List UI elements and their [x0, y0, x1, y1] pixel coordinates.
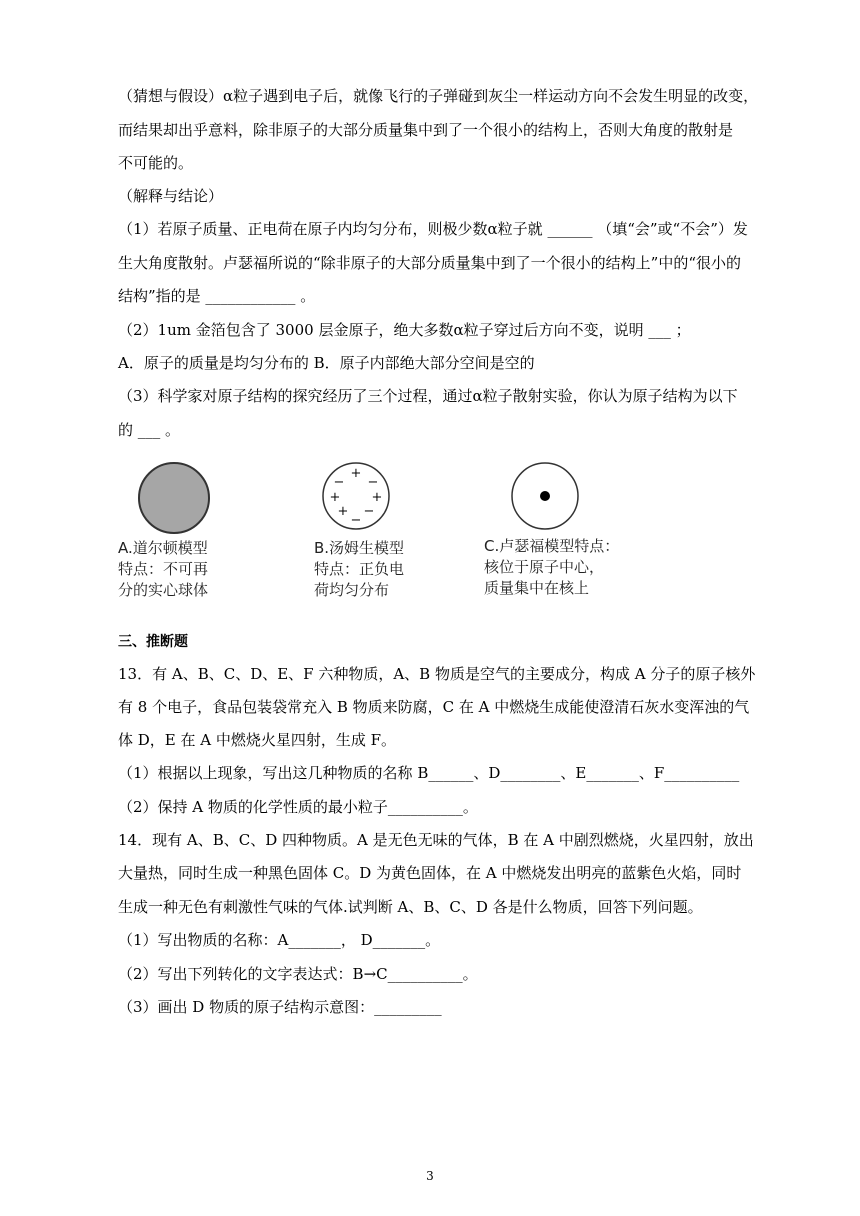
- plus-sign: +: [350, 466, 362, 481]
- plus-sign: +: [337, 504, 349, 519]
- text-line: （2）写出下列转化的文字表达式：B→C__________。: [118, 965, 478, 983]
- text-line: 13．有 A、B、C、D、E、F 六种物质，A、B 物质是空气的主要成分，构成 A 分子的原子核外: [118, 665, 756, 683]
- thomson-model-caption: B.汤姆生模型 特点：正负电 荷均匀分布: [314, 539, 405, 599]
- thomson-model-diagram: [318, 458, 394, 534]
- text-line: 不可能的。: [118, 154, 194, 172]
- text-line: 大量热，同时生成一种黑色固体 C。D 为黄色固体，在 A 中燃烧发出明亮的蓝紫色火焰，同时: [118, 864, 742, 882]
- text-line: 14．现有 A、B、C、D 四种物质。A 是无色无味的气体，B 在 A 中剧烈燃烧，火星四射，放出: [118, 831, 754, 849]
- plus-sign: +: [371, 490, 383, 505]
- minus-sign: −: [333, 475, 345, 490]
- text-line: 生成一种无色有刺激性气味的气体.试判断 A、B、C、D 各是什么物质，回答下列问题。: [118, 898, 703, 916]
- text-line: （1）写出物质的名称：A_______， D_______。: [118, 931, 441, 949]
- rutherford-model-diagram: [510, 458, 582, 534]
- text-line: 结构”指的是 ____________ 。: [118, 287, 316, 305]
- text-line: （3）画出 D 物质的原子结构示意图：_________: [118, 998, 442, 1016]
- rutherford-model-caption: C.卢瑟福模型特点： 核位于原子中心， 质量集中在核上: [484, 537, 620, 597]
- text-line: （1）根据以上现象，写出这几种物质的名称 B______、D________、E_______、F__________: [118, 764, 740, 782]
- text-line: 体 D，E 在 A 中燃烧火星四射，生成 F。: [118, 731, 397, 749]
- text-line: 生大角度散射。卢瑟福所说的“除非原子的大部分质量集中到了一个很小的结构上”中的“很小的: [118, 254, 742, 272]
- text-line: 而结果却出乎意料，除非原子的大部分质量集中到了一个很小的结构上，否则大角度的散射是: [118, 121, 734, 139]
- text-line: （猜想与假设）α粒子遇到电子后，就像飞行的子弹碰到灰尘一样运动方向不会发生明显的改变，: [118, 87, 759, 105]
- text-line: （1）若原子质量、正电荷在原子内均匀分布，则极少数α粒子就 ______ （填“会”或“不会”）发: [118, 220, 748, 238]
- section-title: 三、推断题: [118, 634, 188, 650]
- text-line: A．原子的质量是均匀分布的 B．原子内部绝大部分空间是空的: [118, 354, 535, 372]
- dalton-model-caption: A.道尔顿模型 特点：不可再 分的实心球体: [118, 539, 209, 599]
- minus-sign: −: [350, 513, 362, 528]
- text-line: （2）1um 金箔包含了 3000 层金原子，绝大多数α粒子穿过后方向不变，说明 ___ ；: [118, 321, 691, 339]
- plus-sign: +: [329, 490, 341, 505]
- text-line: 的 ___ 。: [118, 421, 181, 439]
- atomic-models-figure: [110, 458, 750, 608]
- dalton-model-diagram: [136, 458, 216, 538]
- text-line: （3）科学家对原子结构的探究经历了三个过程，通过α粒子散射实验，你认为原子结构为以下: [118, 387, 738, 405]
- text-line: 有 8 个电子，食品包装袋常充入 B 物质来防腐，C 在 A 中燃烧生成能使澄清石灰水变浑浊的气: [118, 698, 750, 716]
- text-line: （解释与结论）: [118, 187, 224, 205]
- minus-sign: −: [363, 504, 375, 519]
- minus-sign: −: [367, 475, 379, 490]
- text-line: （2）保持 A 物质的化学性质的最小粒子__________。: [118, 798, 478, 816]
- page-number: 3: [426, 1169, 434, 1183]
